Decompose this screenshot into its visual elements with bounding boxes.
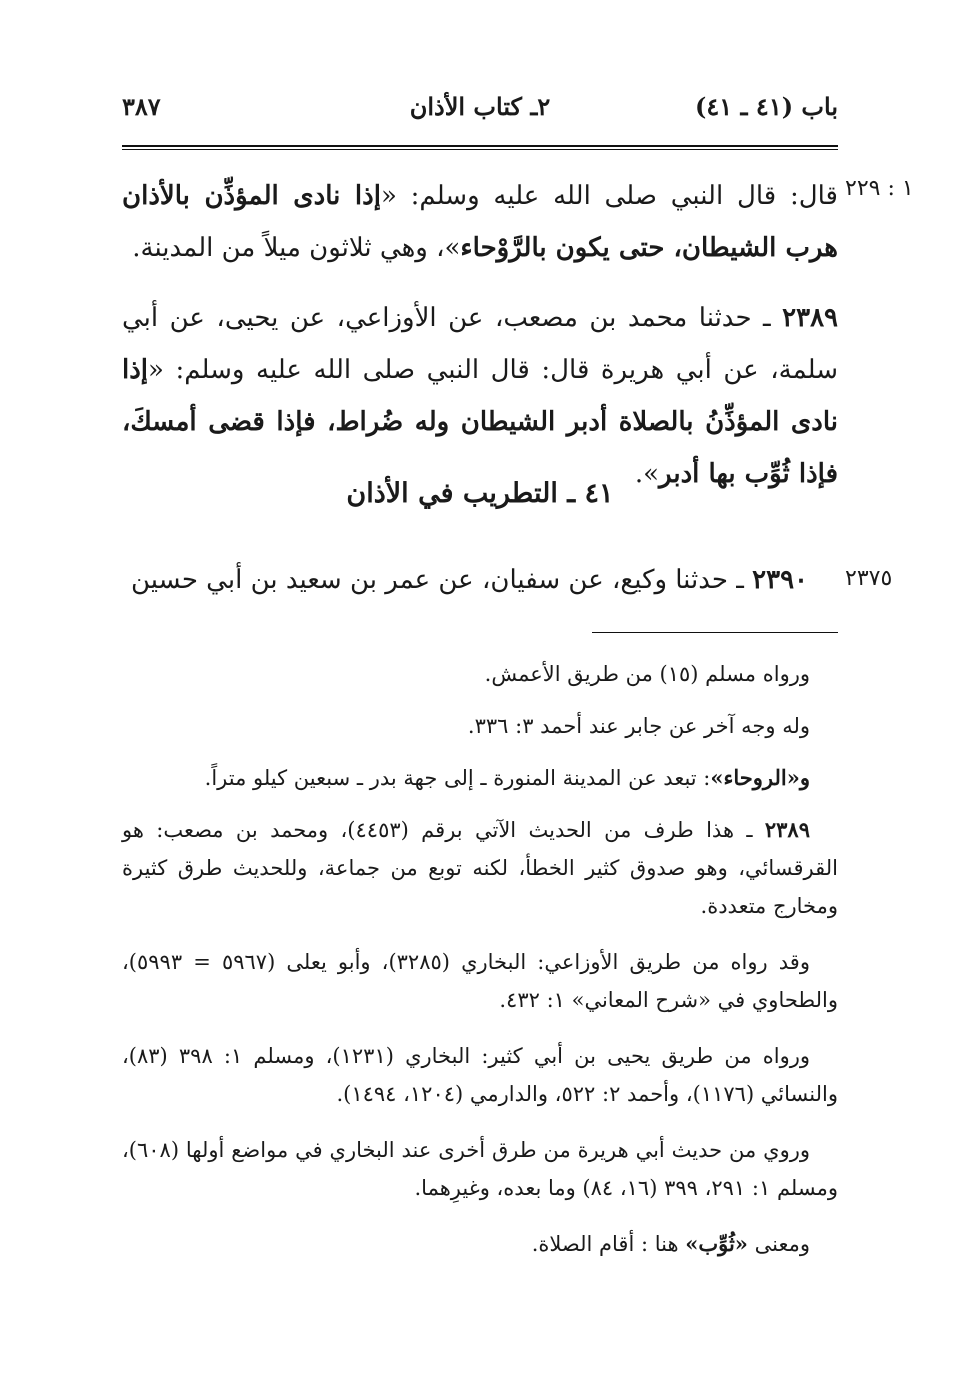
footnote: ورواه مسلم (١٥) من طريق الأعمش. (484, 662, 810, 686)
footnote: وروي من حديث أبي هريرة من طرق أخرى عند البخاري في مواضع أولها (٦٠٨)، ومسلم ١: ٢٩١، ٣٩٩ (١٦، ٨٤) وما بعده، وغيرِهما. (122, 1138, 838, 1200)
page-number: ٣٨٧ (122, 92, 161, 121)
chapter-label: باب (٤١ ـ ٤١) (695, 92, 838, 121)
hadith-quote: إذا نادى المؤذِّنُ بالصلاة أدبر الشيطان وله ضُراط، فإذا قضى أمسكَ، فإذا ثُوِّب بها أدبر (122, 355, 838, 489)
footnote: و«الروحاء»: تبعد عن المدينة المنورة ـ إلى جهة بدر ـ سبعين كيلو متراً. (204, 765, 810, 790)
footnote: ومعنى «ثُوِّب» هنا : أقام الصلاة. (531, 1231, 810, 1256)
header-rule (122, 145, 838, 150)
paragraph-hadith-2389: ٢٣٨٩ ـ حدثنا محمد بن مصعب، عن الأوزاعي، عن يحيى، عن أبي سلمة، عن أبي هريرة قال: قال النبي صلى الله عليه وسلم: «إذا نادى المؤذِّنُ بالصلاة أدبر الشيطان وله ضُراط، فإذا قضى أمسكَ، فإذا ثُوِّب بها أدبر». (122, 303, 838, 489)
book-title: ٢ـ كتاب الأذان (409, 92, 551, 121)
paragraph-hadith-2390: ٢٣٩٠ ـ حدثنا وكيع، عن سفيان، عن عمر بن سعيد بن أبي حسين (131, 565, 808, 595)
margin-reference-1: ١ : ٢٢٩ (845, 176, 914, 201)
paragraph-hadith-2388-end: قال: قال النبي صلى الله عليه وسلم: «إذا نادى المؤذِّن بالأذان هرب الشيطان، حتى يكون بالرَّوْحاء»، وهي ثلاثون ميلاً من المدينة. (122, 181, 838, 263)
hadith-quote: إذا نادى المؤذِّن بالأذان هرب الشيطان، حتى يكون بالرَّوْحاء (122, 181, 838, 263)
section-heading: ٤١ ـ التطريب في الأذان (346, 478, 614, 509)
footnotes (122, 655, 838, 1281)
margin-reference-2: ٢٣٧٥ (845, 566, 893, 591)
footnote: ٢٣٨٩ ـ هذا طرف من الحديث الآتي برقم (٤٤٥٣)، ومحمد بن مصعب: هو القرقسائي، وهو صدوق كثير الخطأ، لكنه توبع من جماعة، وللحديث طرق كثيرة ومخارج متعددة. (122, 817, 838, 918)
footnote: وله وجه آخر عن جابر عند أحمد ٣: ٣٣٦. (467, 714, 810, 738)
footnote: وقد رواه من طريق الأوزاعي: البخاري (٣٢٨٥)، وأبو يعلى (٥٩٦٧ = ٥٩٩٣)، والطحاوي في «شرح المعاني» ١: ٤٣٢. (122, 950, 838, 1012)
hadith-number: ٢٣٩٠ (752, 565, 808, 595)
footnote: ورواه من طريق يحيى بن أبي كثير: البخاري (١٢٣١)، ومسلم ١: ٣٩٨ (٨٣)، والنسائي (١١٧٦)، وأحمد ٢: ٥٢٢، والدارمي (١٢٠٤، ١٤٩٤). (122, 1044, 838, 1106)
hadith-number: ٢٣٨٩ (782, 303, 838, 333)
footnote-rule (592, 632, 838, 633)
page-header (122, 92, 838, 132)
